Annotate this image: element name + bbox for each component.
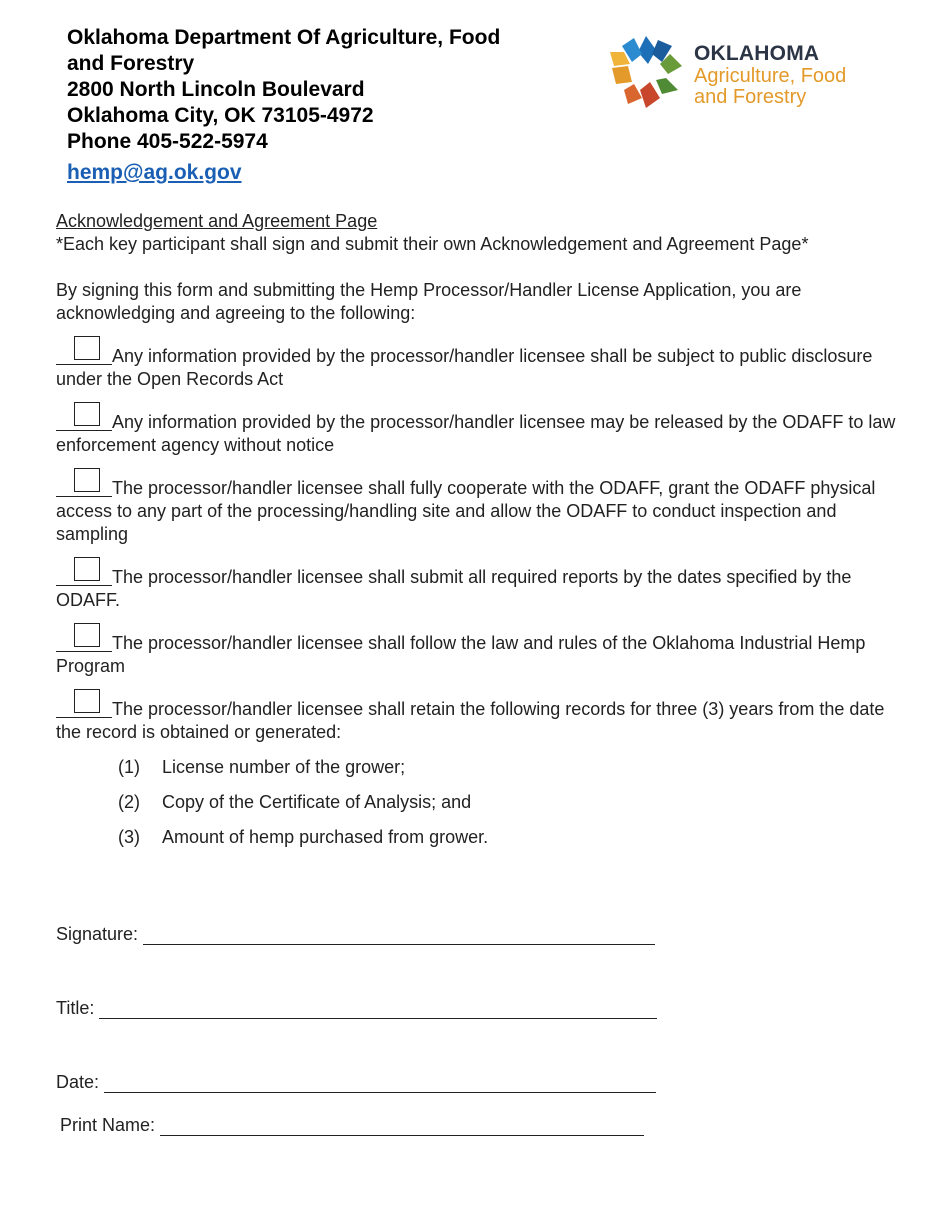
agreement-item-5: The processor/handler licensee shall follow the law and rules of the Oklahoma Industrial Hemp Program xyxy=(56,629,896,678)
agreement-checkbox-4[interactable] xyxy=(56,563,112,586)
title-field[interactable] xyxy=(56,998,657,1019)
logo-forestry: and Forestry xyxy=(694,86,807,108)
agency-city: Oklahoma City, OK 73105-4972 xyxy=(67,104,374,127)
agreement-checkbox-2[interactable] xyxy=(56,408,112,431)
agency-address: 2800 North Lincoln Boulevard xyxy=(67,78,365,101)
agreement-item-1: Any information provided by the processor/handler licensee shall be subject to public disclosure under the Open Records Act xyxy=(56,342,896,391)
agreement-item-2: Any information provided by the processor/handler licensee may be released by the ODAFF to law enforcement agency without notice xyxy=(56,408,896,457)
agency-header xyxy=(67,25,587,185)
agency-phone: Phone 405-522-5974 xyxy=(67,130,268,153)
agreement-checkbox-5[interactable] xyxy=(56,629,112,652)
list-item: (1) License number of the grower; xyxy=(118,757,406,777)
agreement-item-6: The processor/handler licensee shall retain the following records for three (3) years from the date the record is obtained or generated: xyxy=(56,695,896,744)
star-logo-icon xyxy=(606,32,686,112)
logo-oklahoma: OKLAHOMA xyxy=(694,42,820,65)
page-title: Acknowledgement and Agreement Page xyxy=(56,211,378,231)
signature-field[interactable] xyxy=(56,924,655,945)
agreement-checkbox-6[interactable] xyxy=(56,695,112,718)
agreement-item-4: The processor/handler licensee shall submit all required reports by the dates specified by the ODAFF. xyxy=(56,563,896,612)
agency-name-line1: Oklahoma Department Of Agriculture, Food xyxy=(67,26,501,49)
intro-text: By signing this form and submitting the Hemp Processor/Handler License Application, you are acknowledging and agreeing to the following: xyxy=(56,280,802,323)
title-label: Title: xyxy=(56,998,95,1018)
agreement-checkbox-3[interactable] xyxy=(56,474,112,497)
odaff-logo xyxy=(606,32,896,112)
list-item: (3) Amount of hemp purchased from grower. xyxy=(118,827,489,847)
acknowledgement-section xyxy=(56,210,896,861)
list-item: (2) Copy of the Certificate of Analysis; and xyxy=(118,792,472,812)
agreement-item-3: The processor/handler licensee shall fully cooperate with the ODAFF, grant the ODAFF physical access to any part of the processing/handling site and allow the ODAFF to conduct inspection and sampling xyxy=(56,474,896,546)
email-link[interactable]: hemp@ag.ok.gov xyxy=(67,161,242,184)
print-name-field[interactable] xyxy=(60,1115,644,1136)
logo-agriculture: Agriculture, Food xyxy=(694,65,847,87)
agreement-checkbox-1[interactable] xyxy=(56,342,112,365)
agency-name-line2: and Forestry xyxy=(67,52,195,75)
date-field[interactable] xyxy=(56,1072,656,1093)
signature-label: Signature: xyxy=(56,924,139,944)
key-participant-note: *Each key participant shall sign and submit their own Acknowledgement and Agreement Page* xyxy=(56,234,809,254)
date-label: Date: xyxy=(56,1072,100,1092)
records-list xyxy=(56,756,896,849)
print-name-label: Print Name: xyxy=(60,1115,156,1135)
